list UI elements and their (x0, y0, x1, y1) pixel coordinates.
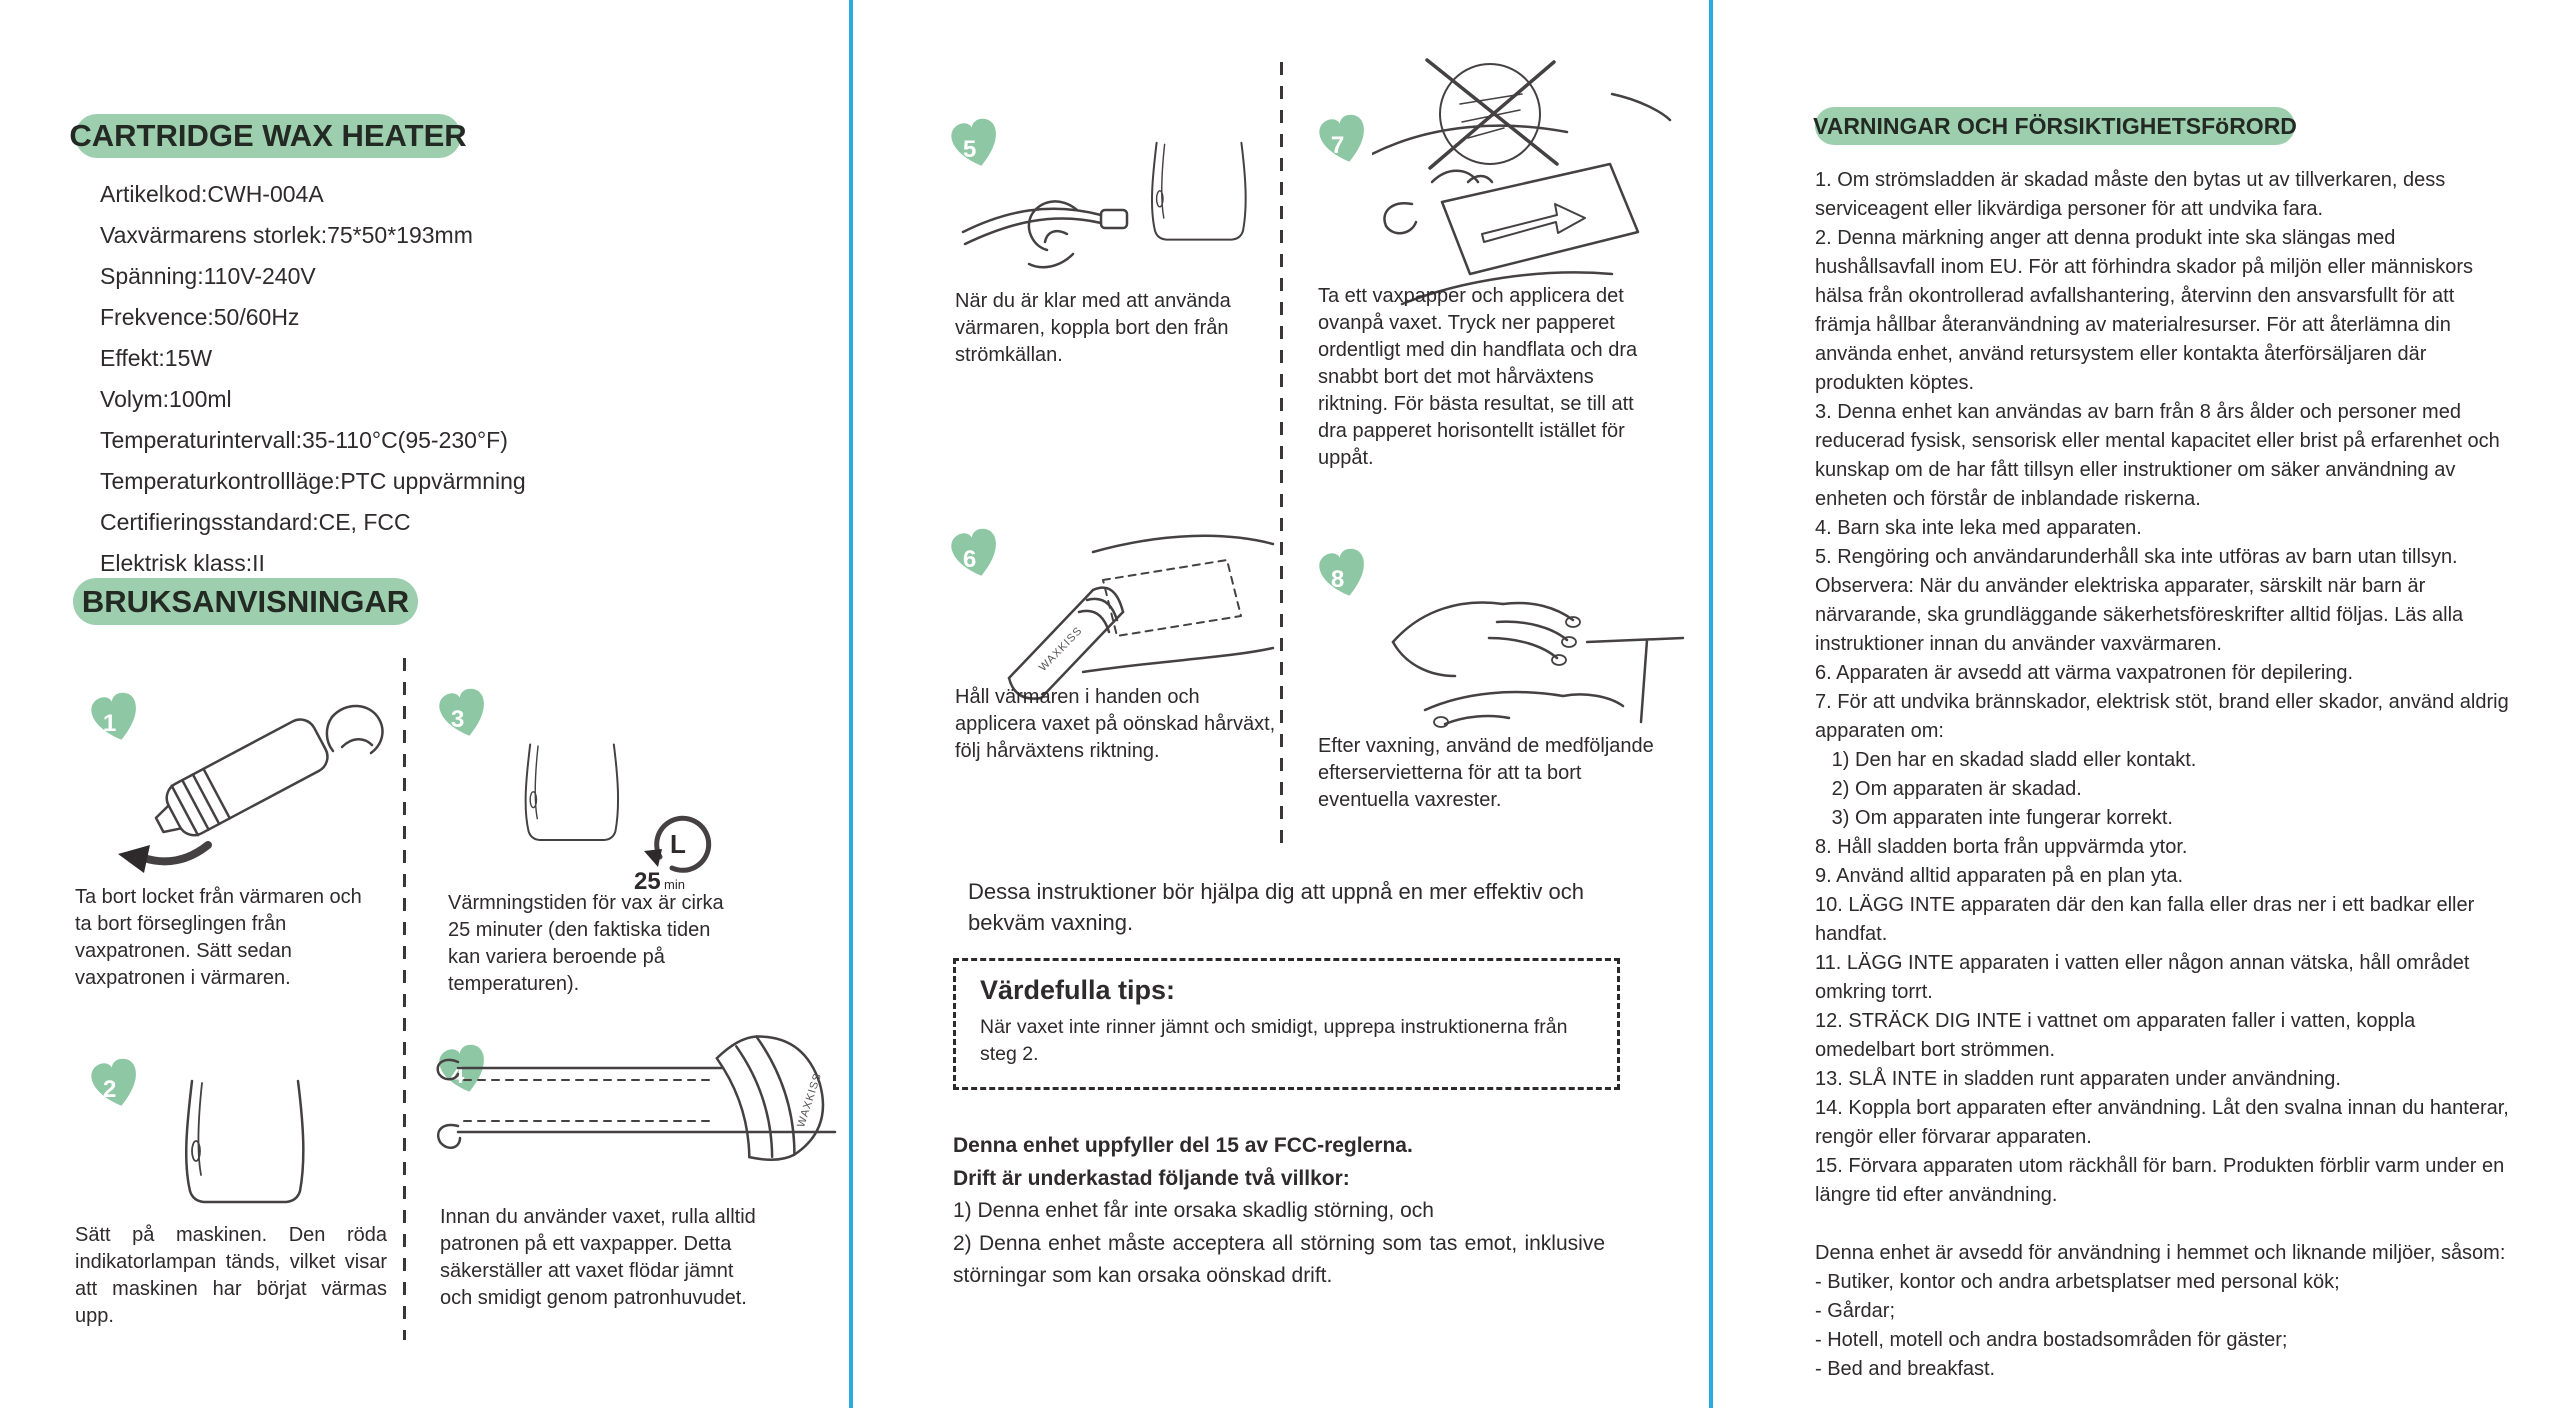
spec-line: Certifieringsstandard:CE, FCC (100, 509, 411, 535)
warning-paragraph: 8. Håll sladden borta från uppvärmda ytor. (1815, 836, 2188, 858)
warnings-list (1815, 166, 2515, 1384)
timer-clock-icon (628, 805, 728, 895)
step-2-heart-icon (88, 1056, 144, 1112)
warning-paragraph (1815, 1210, 2515, 1239)
warning-paragraph: 7. För att undvika brännskador, elektrisk stöt, brand eller skador, använd aldrig apparaten om: (1815, 691, 2515, 742)
step-2-illustration (150, 1075, 340, 1210)
warning-paragraph: - Hotell, motell och andra bostadsområden för gäster; (1815, 1329, 2288, 1351)
step-5-illustration (955, 118, 1275, 288)
svg-text:6: 6 (962, 546, 977, 574)
spec-line: Vaxvärmarens storlek:75*50*193mm (100, 222, 473, 248)
warning-paragraph: 3) Om apparaten inte fungerar korrekt. (1815, 807, 2173, 829)
warning-paragraph: 2) Om apparaten är skadad. (1815, 778, 2082, 800)
warning-paragraph: 1) Den har en skadad sladd eller kontakt. (1815, 749, 2197, 771)
spec-line: Effekt:15W (100, 345, 213, 371)
step-3-illustration (497, 738, 647, 848)
fcc-condition-2: 2) Denna enhet måste acceptera all störning som tas emot, inklusive störningar som kan orsaka oönskad drift. (953, 1231, 1605, 1287)
warning-paragraph: 1. Om strömsladden är skadad måste den bytas ut av tillverkaren, dess serviceagent eller likvärdiga personer för att undvika fara. (1815, 169, 2451, 220)
warning-paragraph: 5. Rengöring och användarunderhåll ska inte utföras av barn utan tillsyn. (1815, 546, 2458, 568)
step-6-illustration (975, 520, 1275, 705)
svg-text:WAXKISS: WAXKISS (1036, 624, 1085, 674)
fcc-statement (953, 1130, 1605, 1293)
step-1-text: Ta bort locket från värmaren och ta bort förseglingen från vaxpatronen. Sätt sedan vaxpatronen i värmaren. (75, 886, 362, 989)
step-4-text: Innan du använder vaxet, rulla alltid patronen på ett vaxpapper. Detta säkerställer att vaxet flödar jämnt och smidigt genom patronhuvudet. (440, 1206, 756, 1309)
column-divider-line (1709, 0, 1713, 1408)
step-5-text: När du är klar med att använda värmaren, koppla bort den från strömkällan. (955, 290, 1231, 366)
tips-title: Värdefulla tips: (980, 975, 1176, 1005)
warning-paragraph: 9. Använd alltid apparaten på en plan yta. (1815, 865, 2184, 887)
svg-text:4: 4 (450, 1062, 465, 1090)
instructions-summary: Dessa instruktioner bör hjälpa dig att uppnå en mer effektiv och bekväm vaxning. (968, 879, 1584, 935)
section-title-product (69, 114, 467, 158)
svg-text:min: min (664, 877, 685, 892)
svg-text:WAXKISS: WAXKISS (795, 1071, 825, 1129)
svg-text:5: 5 (962, 136, 977, 164)
instructions-title: BRUKSANVISNINGAR (81, 583, 410, 619)
fcc-line-2: Drift är underkastad följande två villkor: (953, 1166, 1350, 1190)
spec-line: Elektrisk klass:II (100, 550, 265, 576)
warning-paragraph: 2. Denna märkning anger att denna produkt inte ska slängas med hushållsavfall inom EU. För att förhindra skador på miljön eller människors hälsa från okontrollerad avfallshantering, återvinn den ansvarsfullt för att främja hållbar återanvändning av materialresurser. För att återlämna din använda enhet, använd retursystem eller kontakta återförsäljaren där produkten köptes. (1815, 227, 2479, 394)
warning-paragraph: Denna enhet är avsedd för användning i hemmet och liknande miljöer, såsom: (1815, 1242, 2506, 1264)
warning-paragraph: 6. Apparaten är avsedd att värma vaxpatronen för depilering. (1815, 662, 2354, 684)
spec-line: Artikelkod:CWH-004A (100, 181, 324, 207)
tips-box (953, 958, 1620, 1090)
step-2-text: Sätt på maskinen. Den röda indikatorlampan tänds, vilket visar att maskinen har börjat värmas upp. (75, 1224, 387, 1327)
step-divider-dashed (403, 658, 406, 1340)
spec-line: Temperaturkontrollläge:PTC uppvärmning (100, 468, 526, 494)
product-title: CARTRIDGE WAX HEATER (69, 118, 467, 153)
warning-paragraph: 12. STRÄCK DIG INTE i vattnet om apparaten faller i vatten, koppla omedelbart bort strömmen. (1815, 1010, 2421, 1061)
column-divider-line (849, 0, 853, 1408)
step-8-text: Efter vaxning, använd de medföljande efterservietterna för att ta bort eventuella vaxrester. (1318, 735, 1654, 811)
step-7-heart-icon (1316, 112, 1372, 168)
step-1-illustration (80, 695, 395, 880)
warning-paragraph: - Bed and breakfast. (1815, 1358, 1996, 1380)
step-6-text: Håll värmaren i handen och applicera vaxet på oönskad hårväxt, följ hårväxtens riktning. (955, 686, 1276, 762)
svg-text:3: 3 (450, 706, 465, 734)
spec-list (100, 174, 526, 584)
warning-paragraph: 3. Denna enhet kan användas av barn från 8 års ålder och personer med reducerad fysisk, sensorisk eller mental kapacitet eller brist på erfarenhet och kunskap om de har fått tillsyn eller instruktioner om säker användning av enheten och förstår de inblandade riskerna. (1815, 401, 2506, 510)
warning-paragraph: - Butiker, kontor och andra arbetsplatser med personal kök; (1815, 1271, 2340, 1293)
svg-text:25: 25 (634, 868, 661, 895)
section-title-instructions (73, 578, 418, 625)
svg-text:7: 7 (1330, 132, 1345, 160)
fcc-condition-1: 1) Denna enhet får inte orsaka skadlig störning, och (953, 1199, 1434, 1222)
warning-paragraph: 13. SLÅ INTE in sladden runt apparaten under användning. (1815, 1068, 2341, 1090)
step-3-heart-icon (436, 686, 492, 742)
spec-line: Spänning:110V-240V (100, 263, 316, 289)
step-7-text: Ta ett vaxpapper och applicera det ovanpå vaxet. Tryck ner papperet ordentligt med din handflata och dra snabbt bort det mot hårväxtens riktning. För bästa resultat, se till att dra papperet horisontellt istället för uppåt. (1318, 285, 1638, 469)
spec-line: Temperaturintervall:35-110°C(95-230°F) (100, 427, 508, 453)
warning-paragraph: 14. Koppla bort apparaten efter användning. Låt den svalna innan du hanterar, rengör eller förvarar apparaten. (1815, 1097, 2515, 1148)
warning-paragraph: 15. Förvara apparaten utom räckhåll för barn. Produkten förblir varm under en längre tid efter användning. (1815, 1155, 2510, 1206)
step-3-text: Värmningstiden för vax är cirka 25 minuter (den faktiska tiden kan variera beroende på temperaturen). (448, 892, 724, 995)
svg-text:1: 1 (102, 710, 117, 738)
warnings-title: VARNINGAR OCH FÖRSIKTIGHETSFöRORD (1813, 112, 2297, 139)
svg-text:2: 2 (102, 1076, 117, 1104)
warning-paragraph: 10. LÄGG INTE apparaten där den kan falla eller dras ner i ett badkar eller handfat. (1815, 894, 2480, 945)
tips-body: När vaxet inte rinner jämnt och smidigt, upprepa instruktionerna från steg 2. (980, 1016, 1568, 1065)
section-title-warnings (1815, 107, 2295, 145)
warning-paragraph: 11. LÄGG INTE apparaten i vatten eller någon annan vätska, håll området omkring torrt. (1815, 952, 2476, 1003)
svg-text:L: L (670, 829, 686, 859)
step-7-illustration (1372, 52, 1672, 322)
warning-paragraph: - Gårdar; (1815, 1300, 1896, 1322)
spec-line: Frekvence:50/60Hz (100, 304, 300, 330)
spec-line: Volym:100ml (100, 386, 232, 412)
warning-paragraph: 4. Barn ska inte leka med apparaten. (1815, 517, 2142, 539)
svg-text:8: 8 (1330, 566, 1345, 594)
step-4-illustration (430, 1030, 840, 1185)
warning-paragraph: Observera: När du använder elektriska apparater, särskilt när barn är närvarande, ska grundläggande säkerhetsföreskrifter alltid följas. Läs alla instruktioner innan du använder vaxvärmaren. (1815, 575, 2469, 655)
step-8-heart-icon (1316, 546, 1372, 602)
step-8-illustration (1385, 580, 1685, 745)
fcc-line-1: Denna enhet uppfyller del 15 av FCC-reglerna. (953, 1134, 1413, 1157)
